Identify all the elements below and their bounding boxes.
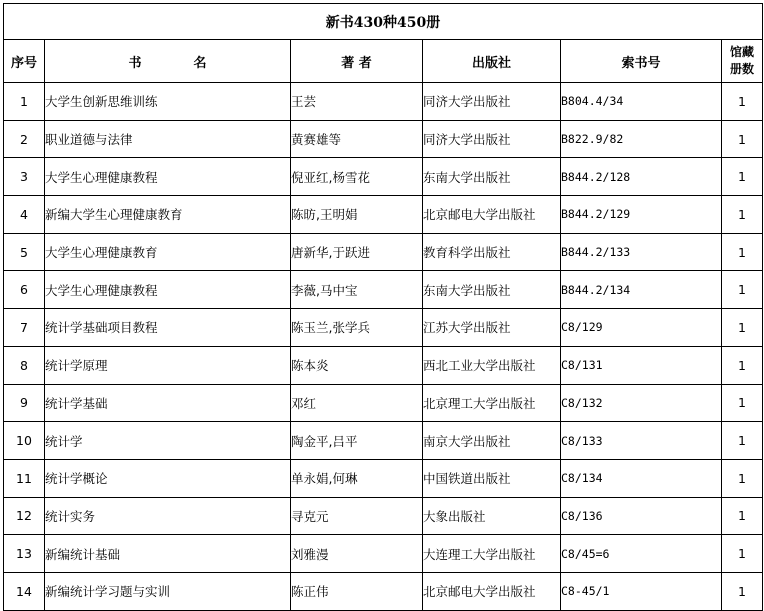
cell-call-number: C8/134 xyxy=(561,459,722,497)
cell-author: 李薇,马中宝 xyxy=(291,271,423,309)
cell-title: 新编统计基础 xyxy=(45,535,291,573)
cell-seq: 2 xyxy=(4,120,45,158)
cell-call-number: B844.2/133 xyxy=(561,233,722,271)
cell-title: 大学生心理健康教育 xyxy=(45,233,291,271)
cell-author: 陶金平,吕平 xyxy=(291,422,423,460)
cell-publisher: 教育科学出版社 xyxy=(423,233,561,271)
cell-copies: 1 xyxy=(722,346,763,384)
header-copies-label: 馆藏册数 xyxy=(730,45,755,76)
cell-seq: 14 xyxy=(4,572,45,610)
cell-author: 刘雅漫 xyxy=(291,535,423,573)
table-row xyxy=(4,346,763,384)
cell-copies: 1 xyxy=(722,271,763,309)
cell-copies: 1 xyxy=(722,309,763,347)
cell-title: 统计学原理 xyxy=(45,346,291,384)
book-list-table xyxy=(3,3,763,611)
cell-copies: 1 xyxy=(722,572,763,610)
table-row xyxy=(4,422,763,460)
cell-author: 陈正伟 xyxy=(291,572,423,610)
cell-seq: 8 xyxy=(4,346,45,384)
cell-call-number: C8/132 xyxy=(561,384,722,422)
header-copies xyxy=(722,40,763,83)
cell-title: 统计学 xyxy=(45,422,291,460)
table-row xyxy=(4,535,763,573)
cell-author: 唐新华,于跃进 xyxy=(291,233,423,271)
cell-author: 单永娟,何琳 xyxy=(291,459,423,497)
table-row xyxy=(4,271,763,309)
header-title-char-2: 名 xyxy=(193,55,207,71)
cell-publisher: 大象出版社 xyxy=(423,497,561,535)
cell-title: 大学生心理健康教程 xyxy=(45,271,291,309)
cell-seq: 9 xyxy=(4,384,45,422)
cell-author: 倪亚红,杨雪花 xyxy=(291,158,423,196)
header-publisher: 出版社 xyxy=(423,40,561,83)
cell-seq: 4 xyxy=(4,196,45,234)
cell-publisher: 西北工业大学出版社 xyxy=(423,346,561,384)
cell-call-number: B844.2/134 xyxy=(561,271,722,309)
cell-publisher: 北京邮电大学出版社 xyxy=(423,196,561,234)
table-row xyxy=(4,572,763,610)
cell-call-number: B804.4/34 xyxy=(561,83,722,121)
cell-seq: 11 xyxy=(4,459,45,497)
cell-publisher: 北京理工大学出版社 xyxy=(423,384,561,422)
cell-copies: 1 xyxy=(722,233,763,271)
cell-seq: 1 xyxy=(4,83,45,121)
cell-title: 统计学基础 xyxy=(45,384,291,422)
cell-publisher: 东南大学出版社 xyxy=(423,271,561,309)
cell-call-number: C8/133 xyxy=(561,422,722,460)
table-row xyxy=(4,196,763,234)
header-author: 著 者 xyxy=(291,40,423,83)
cell-publisher: 中国铁道出版社 xyxy=(423,459,561,497)
cell-title: 大学生创新思维训练 xyxy=(45,83,291,121)
cell-copies: 1 xyxy=(722,422,763,460)
header-title xyxy=(45,40,291,83)
cell-author: 王芸 xyxy=(291,83,423,121)
header-row xyxy=(4,40,763,83)
cell-copies: 1 xyxy=(722,459,763,497)
cell-author: 邓红 xyxy=(291,384,423,422)
cell-call-number: C8/45=6 xyxy=(561,535,722,573)
table-body xyxy=(4,83,763,611)
cell-copies: 1 xyxy=(722,384,763,422)
cell-seq: 10 xyxy=(4,422,45,460)
cell-publisher: 东南大学出版社 xyxy=(423,158,561,196)
header-title-char-1: 书 xyxy=(128,55,142,71)
cell-copies: 1 xyxy=(722,158,763,196)
cell-publisher: 同济大学出版社 xyxy=(423,120,561,158)
cell-call-number: B844.2/129 xyxy=(561,196,722,234)
cell-publisher: 南京大学出版社 xyxy=(423,422,561,460)
cell-seq: 5 xyxy=(4,233,45,271)
cell-title: 统计学基础项目教程 xyxy=(45,309,291,347)
cell-seq: 12 xyxy=(4,497,45,535)
table-title-row xyxy=(4,4,763,40)
table-row xyxy=(4,233,763,271)
table-title: 新书430种450册 xyxy=(4,4,763,40)
cell-author: 黄赛雄等 xyxy=(291,120,423,158)
cell-call-number: C8-45/1 xyxy=(561,572,722,610)
header-call-number: 索书号 xyxy=(561,40,722,83)
cell-copies: 1 xyxy=(722,535,763,573)
cell-publisher: 江苏大学出版社 xyxy=(423,309,561,347)
cell-seq: 6 xyxy=(4,271,45,309)
cell-call-number: C8/129 xyxy=(561,309,722,347)
cell-copies: 1 xyxy=(722,196,763,234)
cell-call-number: B844.2/128 xyxy=(561,158,722,196)
table-row xyxy=(4,309,763,347)
cell-seq: 7 xyxy=(4,309,45,347)
cell-copies: 1 xyxy=(722,497,763,535)
header-seq: 序号 xyxy=(4,40,45,83)
cell-title: 新编统计学习题与实训 xyxy=(45,572,291,610)
cell-author: 陈玉兰,张学兵 xyxy=(291,309,423,347)
table-row xyxy=(4,497,763,535)
cell-copies: 1 xyxy=(722,83,763,121)
cell-title: 统计实务 xyxy=(45,497,291,535)
cell-copies: 1 xyxy=(722,120,763,158)
cell-call-number: B822.9/82 xyxy=(561,120,722,158)
cell-publisher: 北京邮电大学出版社 xyxy=(423,572,561,610)
cell-call-number: C8/131 xyxy=(561,346,722,384)
cell-title: 职业道德与法律 xyxy=(45,120,291,158)
cell-title: 大学生心理健康教程 xyxy=(45,158,291,196)
cell-seq: 13 xyxy=(4,535,45,573)
table-row xyxy=(4,120,763,158)
cell-author: 陈昉,王明娟 xyxy=(291,196,423,234)
cell-seq: 3 xyxy=(4,158,45,196)
cell-author: 陈本炎 xyxy=(291,346,423,384)
table-row xyxy=(4,83,763,121)
table-row xyxy=(4,158,763,196)
cell-title: 统计学概论 xyxy=(45,459,291,497)
cell-publisher: 同济大学出版社 xyxy=(423,83,561,121)
cell-publisher: 大连理工大学出版社 xyxy=(423,535,561,573)
table-row xyxy=(4,459,763,497)
table-row xyxy=(4,384,763,422)
cell-author: 寻克元 xyxy=(291,497,423,535)
cell-call-number: C8/136 xyxy=(561,497,722,535)
cell-title: 新编大学生心理健康教育 xyxy=(45,196,291,234)
